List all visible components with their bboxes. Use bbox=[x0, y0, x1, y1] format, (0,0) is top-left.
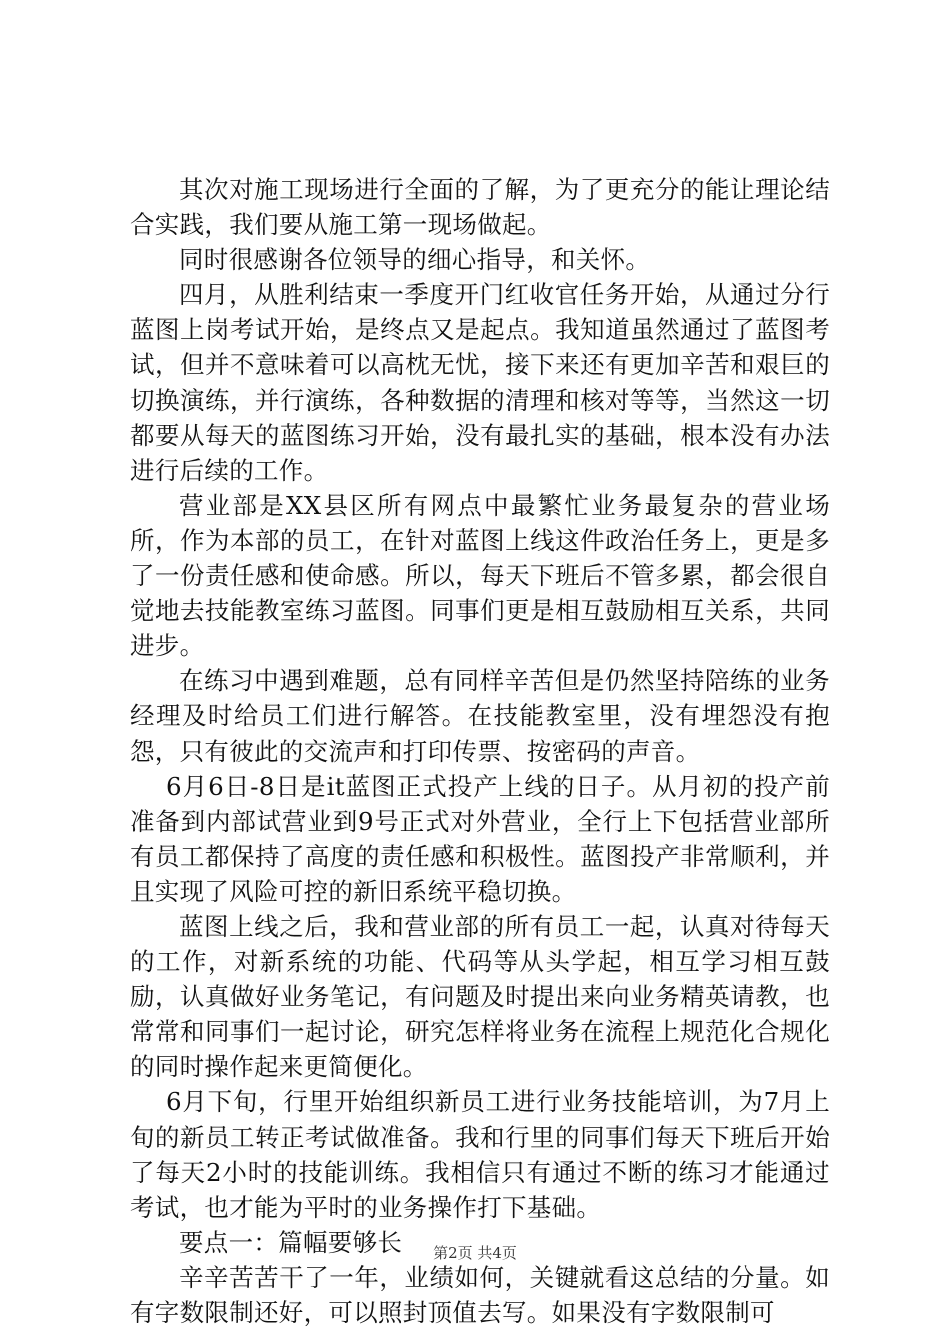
paragraph: 其次对施工现场进行全面的了解，为了更充分的能让理论结合实践，我们要从施工第一现场做起。 bbox=[130, 175, 830, 240]
page-number: 第2页 共4页 bbox=[433, 1244, 517, 1262]
paragraph: 在练习中遇到难题，总有同样辛苦但是仍然坚持陪练的业务经理及时给员工们进行解答。在技能教室里，没有埋怨没有抱怨，只有彼此的交流声和打印传票、按密码的声音。 bbox=[130, 666, 830, 766]
paragraph: 辛辛苦苦干了一年，业绩如何，关键就看这总结的分量。如有字数限制还好，可以照封顶值去写。如果没有字数限制可 bbox=[130, 1262, 830, 1327]
paragraph: 6月下旬，行里开始组织新员工进行业务技能培训，为7月上旬的新员工转正考试做准备。我和行里的同事们每天下班后开始了每天2小时的技能训练。我相信只有通过不断的练习才能通过考试，也才能为平时的业务操作打下基础。 bbox=[130, 1087, 830, 1222]
paragraph: 同时很感谢各位领导的细心指导，和关怀。 bbox=[179, 245, 651, 275]
paragraph: 四月，从胜利结束一季度开门红收官任务开始，从通过分行蓝图上岗考试开始，是终点又是起点。我知道虽然通过了蓝图考试，但并不意味着可以高枕无忧，接下来还有更加辛苦和艰巨的切换演练，并行演练，各种数据的清理和核对等等，当然这一切都要从每天的蓝图练习开始，没有最扎实的基础，根本没有办法进行后续的工作。 bbox=[130, 280, 830, 485]
paragraph: 6月6日-8日是it蓝图正式投产上线的日子。从月初的投产前准备到内部试营业到9号正式对外营业，全行上下包括营业部所有员工都保持了高度的责任感和积极性。蓝图投产非常顺利，并且实现了风险可控的新旧系统平稳切换。 bbox=[130, 771, 830, 906]
section-heading: 要点一：篇幅要够长 bbox=[179, 1227, 403, 1257]
paragraph: 蓝图上线之后，我和营业部的所有员工一起，认真对待每天的工作，对新系统的功能、代码等从头学起，相互学习相互鼓励，认真做好业务笔记，有问题及时提出来向业务精英请教，也常常和同事们一起讨论，研究怎样将业务在流程上规范化合规化的同时操作起来更简便化。 bbox=[130, 911, 830, 1082]
paragraph: 营业部是XX县区所有网点中最繁忙业务最复杂的营业场所，作为本部的员工，在针对蓝图上线这件政治任务上，更是多了一份责任感和使命感。所以，每天下班后不管多累，都会很自觉地去技能教室练习蓝图。同事们更是相互鼓励相互关系，共同进步。 bbox=[130, 490, 830, 661]
document-body bbox=[130, 172, 830, 1330]
